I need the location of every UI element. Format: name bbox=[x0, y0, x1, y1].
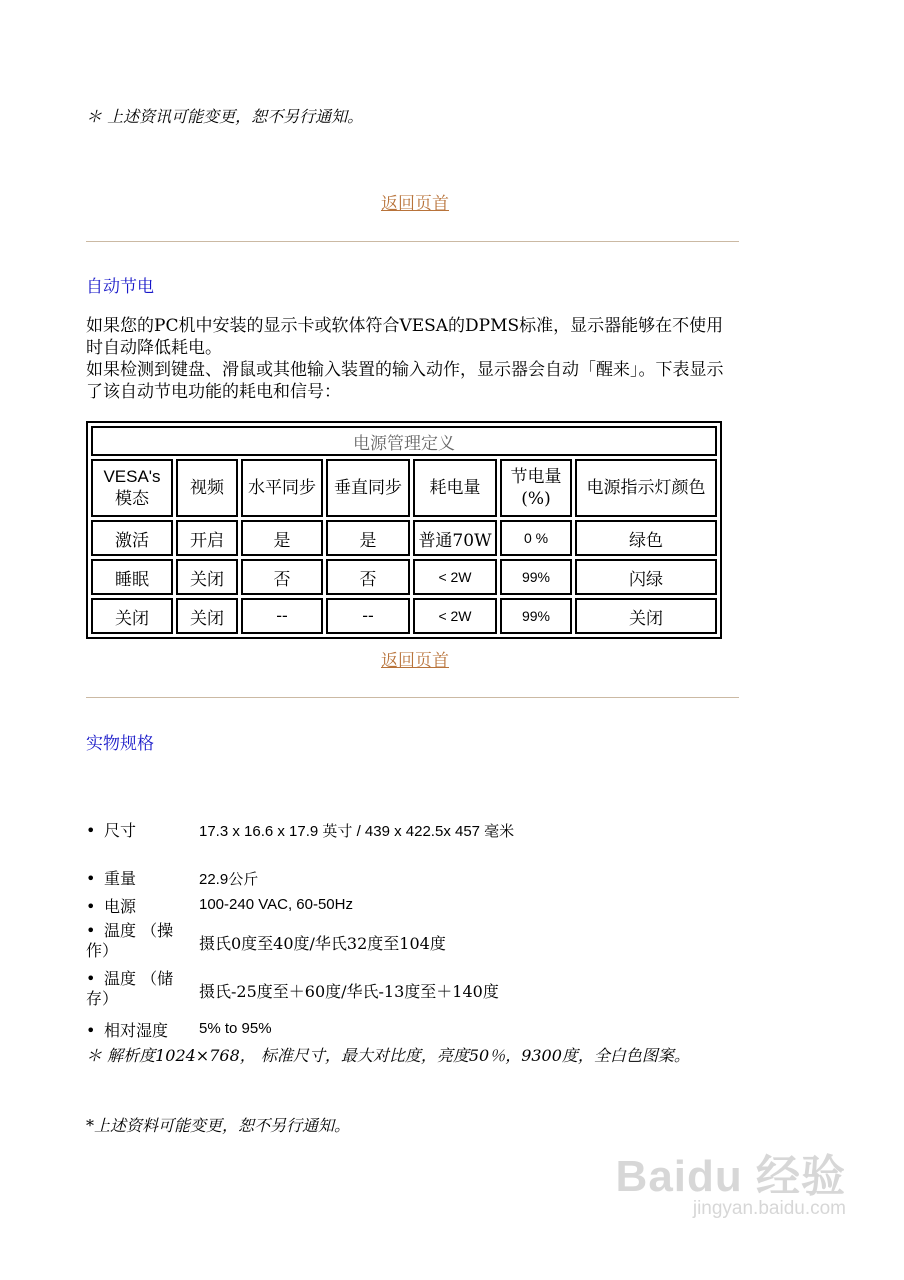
table-cell: < 2W bbox=[413, 598, 497, 634]
spec-value: 摄氏0度至40度/华氏32度至104度 bbox=[199, 934, 446, 953]
table-header-row bbox=[91, 459, 717, 517]
header-cell: VESA's 模态 bbox=[91, 459, 173, 517]
spec-value: 5% to 95% bbox=[199, 1020, 272, 1037]
divider bbox=[86, 241, 739, 242]
bullet-icon: • bbox=[86, 969, 96, 988]
watermark bbox=[616, 1140, 846, 1220]
bullet-icon: • bbox=[86, 869, 96, 888]
bullet-icon: • bbox=[86, 1021, 96, 1040]
bullet-icon: • bbox=[86, 921, 96, 940]
spec-label: 温度 （储存） bbox=[86, 969, 174, 1008]
bullet-icon: • bbox=[86, 821, 96, 840]
spec-label: 温度 （操作） bbox=[86, 921, 174, 960]
header-cell: 节电量 (%) bbox=[500, 459, 572, 517]
power-saving-paragraph-2: 如果检测到键盘、滑鼠或其他输入装置的输入动作，显示器会自动「醒来」。下表显示了该自动节电功能的耗电和信号： bbox=[86, 360, 724, 402]
table-cell: 关闭 bbox=[91, 598, 173, 634]
spec-footnote: ＊ 解析度1024×768， 标准尺寸，最大对比度，亮度50％，9300度，全白色图案。 bbox=[86, 1046, 690, 1065]
table-cell: 普通70W bbox=[413, 520, 497, 556]
bullet-icon: • bbox=[86, 897, 96, 916]
spec-label: 电源 bbox=[104, 897, 137, 916]
table-cell: 否 bbox=[326, 559, 410, 595]
table-cell: 99% bbox=[500, 598, 572, 634]
table-cell: 激活 bbox=[91, 520, 173, 556]
spec-value: 22.9公斤 bbox=[199, 871, 259, 888]
table-cell: 关闭 bbox=[575, 598, 717, 634]
table-cell: 99% bbox=[500, 559, 572, 595]
table-cell: 关闭 bbox=[176, 598, 238, 634]
watermark-url: jingyan.baidu.com bbox=[692, 1198, 846, 1219]
spec-label: 相对湿度 bbox=[104, 1021, 169, 1040]
table-cell: -- bbox=[241, 598, 323, 634]
table-cell: 关闭 bbox=[176, 559, 238, 595]
spec-label: 尺寸 bbox=[104, 821, 137, 840]
header-cell: 耗电量 bbox=[413, 459, 497, 517]
top-disclaimer: ＊ 上述资讯可能变更，恕不另行通知。 bbox=[86, 107, 364, 126]
spec-row-power bbox=[86, 894, 706, 917]
section-heading-power-saving: 自动节电 bbox=[86, 277, 154, 297]
spec-value: 17.3 x 16.6 x 17.9 英寸 / 439 x 422.5x 457 毫米 bbox=[199, 823, 515, 840]
header-cell: 视频 bbox=[176, 459, 238, 517]
spec-row-weight bbox=[86, 866, 706, 889]
back-to-top-link[interactable]: 返回页首 bbox=[381, 651, 449, 671]
table-row bbox=[91, 559, 717, 595]
header-cell: 水平同步 bbox=[241, 459, 323, 517]
table-caption: 电源管理定义 bbox=[91, 426, 717, 456]
power-management-table bbox=[86, 421, 722, 639]
spec-row-humidity bbox=[86, 1018, 706, 1041]
table-cell: -- bbox=[326, 598, 410, 634]
table-row bbox=[91, 520, 717, 556]
spec-value: 摄氏-25度至＋60度/华氏-13度至＋140度 bbox=[199, 982, 499, 1001]
spec-row-size bbox=[86, 818, 706, 841]
watermark-logo: Baidu 经验 bbox=[615, 1152, 846, 1201]
table-cell: 睡眠 bbox=[91, 559, 173, 595]
header-cell: 电源指示灯颜色 bbox=[575, 459, 717, 517]
table-row bbox=[91, 598, 717, 634]
table-cell: 0 % bbox=[500, 520, 572, 556]
spec-value: 100-240 VAC, 60-50Hz bbox=[199, 896, 353, 913]
divider bbox=[86, 697, 739, 698]
table-cell: < 2W bbox=[413, 559, 497, 595]
header-cell: 垂直同步 bbox=[326, 459, 410, 517]
table-cell: 闪绿 bbox=[575, 559, 717, 595]
table-cell: 是 bbox=[241, 520, 323, 556]
back-to-top-link[interactable]: 返回页首 bbox=[381, 194, 449, 214]
power-saving-paragraph-1: 如果您的PC机中安装的显示卡或软体符合VESA的DPMS标准，显示器能够在不使用时自动降低耗电。 bbox=[86, 316, 724, 358]
table-cell: 绿色 bbox=[575, 520, 717, 556]
section-heading-physical-specs: 实物规格 bbox=[86, 734, 154, 754]
spec-row-storage-temp bbox=[86, 969, 706, 1009]
bottom-disclaimer: *上述资料可能变更，恕不另行通知。 bbox=[86, 1116, 351, 1135]
spec-label: 重量 bbox=[104, 869, 137, 888]
spec-row-operating-temp bbox=[86, 921, 706, 961]
table-cell: 否 bbox=[241, 559, 323, 595]
table-cell: 是 bbox=[326, 520, 410, 556]
table-cell: 开启 bbox=[176, 520, 238, 556]
